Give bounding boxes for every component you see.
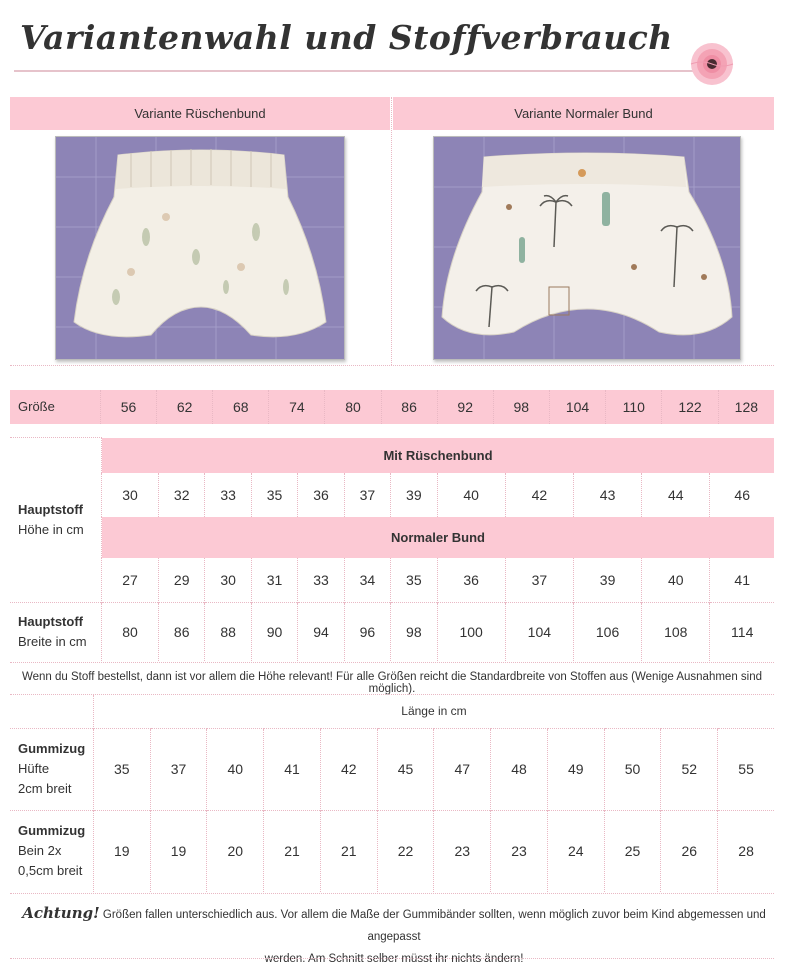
bein-cell: 23 [491, 810, 548, 892]
hauptstoff-breite-label [10, 603, 102, 661]
gummi-bein-label-bold: Gummizug [18, 823, 86, 839]
huefte-cell: 45 [377, 728, 434, 810]
rueschenbund-cell: 46 [710, 473, 774, 517]
rueschenbund-cell: 44 [642, 473, 710, 517]
bein-cell: 24 [547, 810, 604, 892]
huefte-cell: 35 [93, 728, 150, 810]
bein-cell: 26 [661, 810, 718, 892]
huefte-cell: 48 [491, 728, 548, 810]
breite-cell: 108 [642, 603, 710, 661]
size-table [10, 390, 774, 424]
bein-cell: 19 [93, 810, 150, 892]
size-cell: 110 [606, 390, 662, 424]
normaler-bund-header: Normaler Bund [102, 517, 775, 558]
title-underline [14, 70, 704, 72]
size-cell: 68 [213, 390, 269, 424]
normal-cell: 36 [437, 558, 505, 603]
gummi-bein-label-line3: 0,5cm breit [18, 863, 83, 879]
normal-cell: 29 [159, 558, 205, 603]
size-cell: 128 [718, 390, 774, 424]
variant-header-normal: Variante Normaler Bund [393, 97, 774, 130]
breite-cell: 98 [391, 603, 437, 661]
warning-text-2: werden. Am Schnitt selber müsst ihr nichts ändern! [264, 953, 524, 965]
rueschenbund-cell: 33 [205, 473, 251, 517]
normal-cell: 34 [344, 558, 390, 603]
normal-cell: 35 [391, 558, 437, 603]
rueschenbund-cell: 30 [102, 473, 159, 517]
size-cell: 56 [100, 390, 156, 424]
normal-cell: 40 [642, 558, 710, 603]
rueschenbund-cell: 42 [505, 473, 573, 517]
normal-cell: 30 [205, 558, 251, 603]
breite-cell: 96 [344, 603, 390, 661]
huefte-cell: 42 [320, 728, 377, 810]
breite-cell: 90 [251, 603, 297, 661]
bottom-rule [10, 958, 774, 959]
hauptstoff-hoehe-label-bold: Hauptstoff [18, 502, 83, 517]
gummi-huefte-label-line2: Hüfte [18, 761, 50, 776]
gummi-bein-label-line2: Bein 2x [18, 843, 62, 859]
flower-icon [688, 40, 736, 88]
breite-cell: 80 [102, 603, 159, 661]
warning-rule [10, 893, 774, 894]
empty-label-cell [10, 695, 93, 728]
bein-cell: 23 [434, 810, 491, 892]
note-rule [10, 662, 774, 663]
photo-bottom-rule [10, 365, 774, 366]
normal-cell: 37 [505, 558, 573, 603]
size-cell: 74 [269, 390, 325, 424]
rueschenbund-cell: 39 [391, 473, 437, 517]
breite-cell: 114 [710, 603, 774, 661]
hauptstoff-hoehe-label [10, 438, 102, 603]
normal-cell: 41 [710, 558, 774, 603]
rueschenbund-cell: 32 [159, 473, 205, 517]
warning-bold: Achtung! [22, 904, 100, 922]
gummi-huefte-label [10, 728, 93, 810]
normal-cell: 27 [102, 558, 159, 603]
gummi-huefte-label-line3: 2cm breit [18, 781, 72, 796]
rueschenbund-cell: 35 [251, 473, 297, 517]
size-cell: 98 [493, 390, 549, 424]
bein-cell: 21 [320, 810, 377, 892]
warning-note [14, 902, 774, 970]
gummi-bein-label [10, 810, 93, 892]
breite-cell: 86 [159, 603, 205, 661]
huefte-cell: 55 [718, 728, 774, 810]
rueschenbund-cell: 36 [298, 473, 344, 517]
huefte-cell: 37 [150, 728, 207, 810]
size-cell: 62 [157, 390, 213, 424]
bein-cell: 20 [207, 810, 264, 892]
laenge-header: Länge in cm [93, 695, 774, 728]
photo-normaler-bund [433, 136, 741, 360]
size-cell: 104 [549, 390, 605, 424]
bein-cell: 22 [377, 810, 434, 892]
fabric-note: Wenn du Stoff bestellst, dann ist vor allem die Höhe relevant! Für alle Größen reicht die Standardbreite von Stoffen aus (Wenige Ausnahmen sind möglich). [21, 671, 763, 695]
hauptstoff-breite-label-bold: Hauptstoff [18, 613, 83, 629]
photo-rueschenbund [55, 136, 345, 360]
hauptstoff-breite-label-sub: Breite in cm [18, 633, 87, 649]
normal-cell: 39 [573, 558, 641, 603]
rueschenbund-cell: 40 [437, 473, 505, 517]
rueschenbund-cell: 37 [344, 473, 390, 517]
warning-text: Größen fallen unterschiedlich aus. Vor allem die Maße der Gummibänder sollten, wenn möglich zuvor beim Kind abgemessen und angepasst [102, 909, 766, 943]
huefte-cell: 41 [264, 728, 321, 810]
breite-cell: 106 [573, 603, 641, 661]
size-cell: 86 [381, 390, 437, 424]
bein-cell: 21 [264, 810, 321, 892]
normal-cell: 33 [298, 558, 344, 603]
hauptstoff-table [10, 437, 774, 661]
rueschenbund-cell: 43 [573, 473, 641, 517]
variant-divider [391, 97, 393, 365]
huefte-cell: 49 [547, 728, 604, 810]
huefte-cell: 52 [661, 728, 718, 810]
bein-cell: 25 [604, 810, 661, 892]
hauptstoff-hoehe-label-sub: Höhe in cm [18, 522, 84, 537]
size-cell: 122 [662, 390, 718, 424]
size-label: Größe [18, 399, 55, 414]
normal-cell: 31 [251, 558, 297, 603]
page-title: Variantenwahl und Stoffverbrauch [20, 18, 673, 57]
bein-cell: 19 [150, 810, 207, 892]
bein-cell: 28 [718, 810, 774, 892]
breite-cell: 100 [437, 603, 505, 661]
size-cell: 92 [437, 390, 493, 424]
variant-header-rueschenbund: Variante Rüschenbund [10, 97, 390, 130]
size-cell: 80 [325, 390, 381, 424]
breite-cell: 104 [505, 603, 573, 661]
gummizug-table [10, 695, 774, 892]
huefte-cell: 47 [434, 728, 491, 810]
breite-cell: 88 [205, 603, 251, 661]
huefte-cell: 50 [604, 728, 661, 810]
breite-cell: 94 [298, 603, 344, 661]
rueschenbund-header: Mit Rüschenbund [102, 438, 775, 473]
huefte-cell: 40 [207, 728, 264, 810]
gummi-huefte-label-bold: Gummizug [18, 741, 86, 756]
